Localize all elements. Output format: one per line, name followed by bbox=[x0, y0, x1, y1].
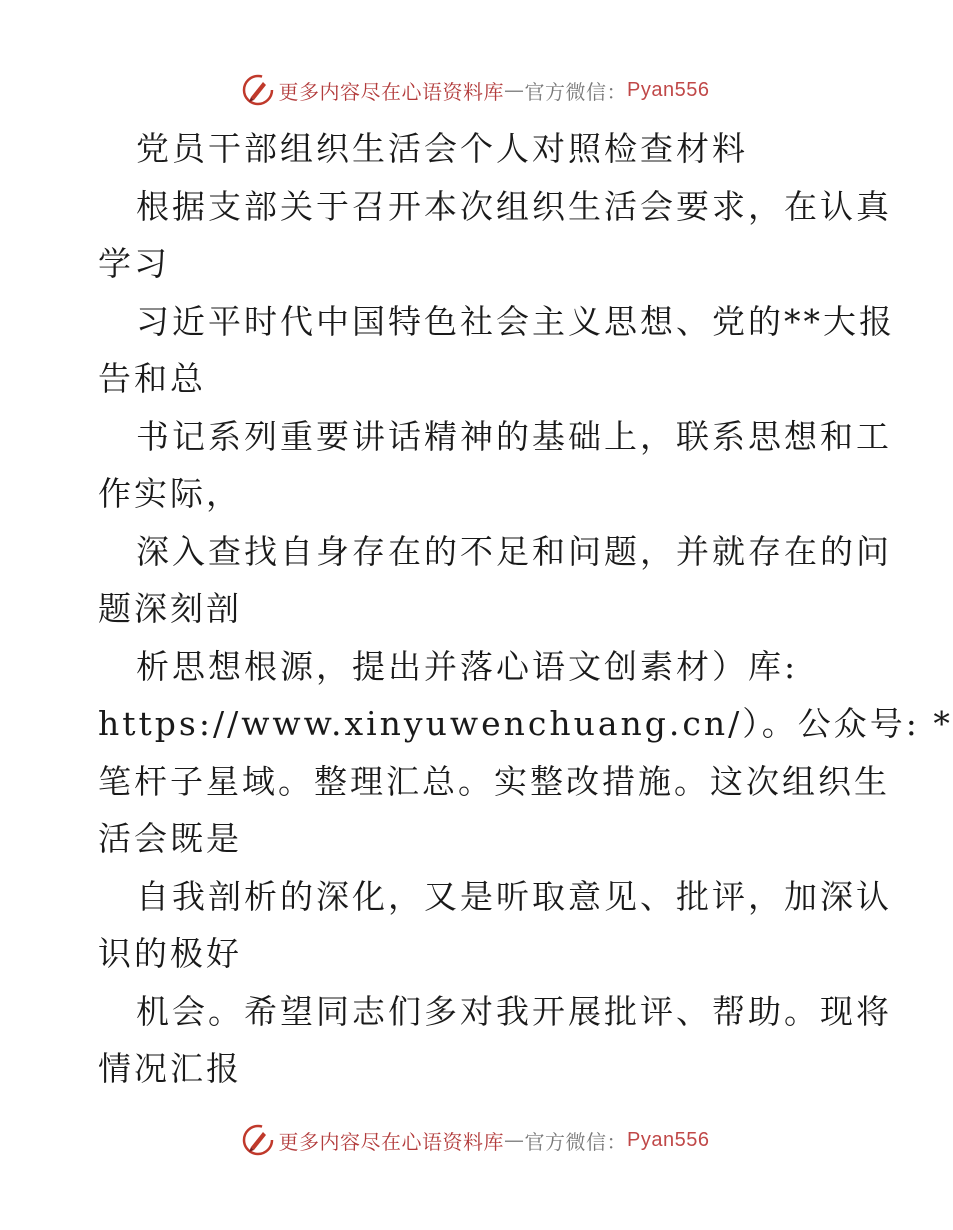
paragraph-line: 作实际， bbox=[98, 474, 242, 513]
pen-logo-icon bbox=[241, 73, 275, 107]
document-title: 党员干部组织生活会个人对照检查材料 bbox=[136, 129, 748, 168]
paragraph-line: 自我剖析的深化，又是听取意见、批评，加深认 bbox=[136, 876, 892, 916]
paragraph-line: 识的极好 bbox=[98, 934, 242, 973]
watermark-site: 更多内容尽在心语资料库 bbox=[278, 1129, 505, 1154]
paragraph-line: https://www.xinyuwenchuang.cn/）。公众号: * bbox=[98, 704, 953, 743]
paragraph-line: 情况汇报 bbox=[98, 1049, 242, 1088]
paragraph-line: 习近平时代中国特色社会主义思想、党的**大报 bbox=[136, 301, 895, 341]
watermark-wechat-label: 官方微信： bbox=[524, 1129, 628, 1154]
pen-logo-icon bbox=[241, 1123, 275, 1157]
watermark-site: 更多内容尽在心语资料库 bbox=[278, 79, 505, 104]
watermark-dash: — bbox=[504, 78, 525, 102]
watermark-footer bbox=[0, 1120, 950, 1160]
paragraph-line: 机会。希望同志们多对我开展批评、帮助。现将 bbox=[136, 991, 892, 1031]
paragraph-line: 笔杆子星域。整理汇总。实整改措施。这次组织生 bbox=[98, 761, 890, 801]
paragraph-line: 析思想根源，提出并落心语文创素材）库: bbox=[136, 646, 799, 686]
paragraph-line: 深入查找自身存在的不足和问题，并就存在的问 bbox=[136, 531, 892, 571]
paragraph-line: 书记系列重要讲话精神的基础上，联系思想和工 bbox=[136, 416, 892, 456]
watermark-dash: — bbox=[504, 1128, 525, 1152]
document-body bbox=[98, 120, 953, 1098]
paragraph-line: 题深刻剖 bbox=[98, 589, 242, 628]
watermark-wechat-id: Pyan556 bbox=[627, 78, 710, 101]
watermark-wechat-id: Pyan556 bbox=[627, 1128, 710, 1151]
paragraph-line: 学习 bbox=[98, 244, 170, 283]
paragraph-line: 告和总 bbox=[98, 359, 206, 398]
paragraph-line: 活会既是 bbox=[98, 819, 242, 858]
paragraph-line: 根据支部关于召开本次组织生活会要求，在认真 bbox=[136, 186, 892, 226]
watermark-header bbox=[0, 70, 950, 110]
watermark-wechat-label: 官方微信： bbox=[524, 79, 628, 104]
